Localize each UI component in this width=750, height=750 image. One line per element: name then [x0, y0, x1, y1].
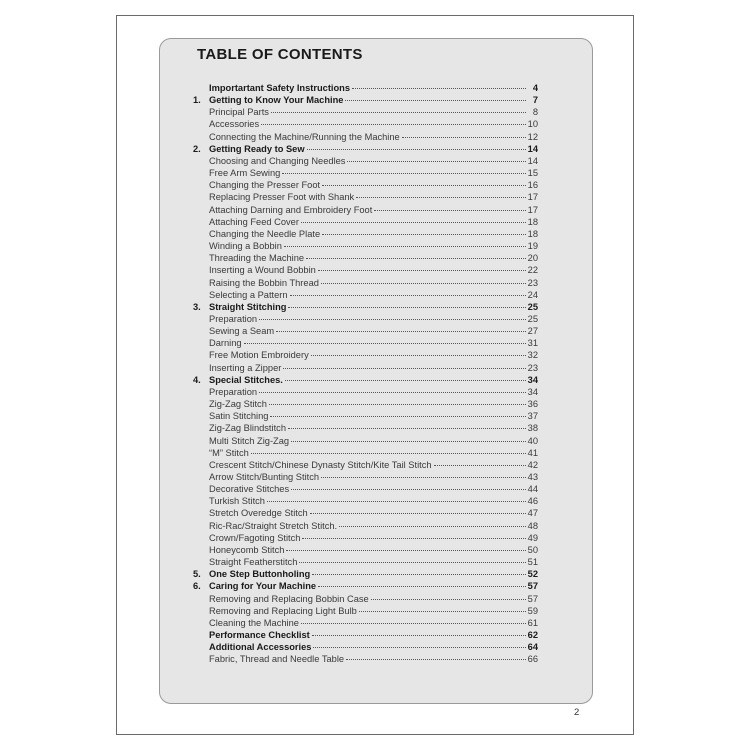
entry-title: Satin Stitching [209, 411, 269, 422]
dot-leader [434, 465, 526, 466]
dot-leader [276, 331, 526, 332]
entry-title: Connecting the Machine/Running the Machine [209, 131, 400, 142]
toc-subentry [193, 179, 538, 191]
toc-subentry [193, 167, 538, 179]
page-ref: 36 [527, 399, 538, 410]
entry-title: Raising the Bobbin Thread [209, 277, 319, 288]
page-ref: 57 [527, 581, 538, 592]
entry-title: Decorative Stitches [209, 484, 290, 495]
dot-leader [261, 124, 526, 125]
entry-title: Fabric, Thread and Needle Table [209, 654, 345, 665]
entry-title: “M” Stitch [209, 447, 249, 458]
entry-title: Replacing Presser Foot with Shank [209, 192, 355, 203]
page-ref: 40 [527, 435, 538, 446]
toc-subentry [193, 653, 538, 665]
toc-subentry [193, 556, 538, 568]
dot-leader [321, 477, 526, 478]
entry-title: Inserting a Zipper [209, 362, 282, 373]
dot-leader [310, 513, 526, 514]
page-ref: 34 [527, 386, 538, 397]
entry-title: Cleaning the Machine [209, 617, 299, 628]
dot-leader [269, 404, 526, 405]
dot-leader [313, 647, 525, 648]
page-ref: 32 [527, 350, 538, 361]
toc-subentry [193, 191, 538, 203]
dot-leader [244, 343, 526, 344]
page-ref: 19 [527, 241, 538, 252]
toc-subentry [193, 106, 538, 118]
page-ref: 66 [527, 654, 538, 665]
toc-subentry [193, 617, 538, 629]
section-number: 5. [193, 569, 201, 580]
toc-subentry [193, 422, 538, 434]
page-title: TABLE OF CONTENTS [197, 46, 363, 63]
page-ref: 15 [527, 168, 538, 179]
dot-leader [284, 246, 526, 247]
entry-title: Removing and Replacing Light Bulb [209, 605, 357, 616]
page-ref: 23 [527, 277, 538, 288]
toc-subentry [193, 204, 538, 216]
dot-leader [306, 258, 526, 259]
entry-title: Arrow Stitch/Bunting Stitch [209, 472, 320, 482]
toc-subentry [193, 349, 538, 361]
toc-subentry [193, 435, 538, 447]
page-ref: 7 [532, 95, 538, 106]
toc-subentry [193, 118, 538, 130]
page-ref: 27 [527, 326, 538, 337]
toc-list [193, 82, 538, 666]
toc-subentry [193, 264, 538, 276]
page-ref: 51 [527, 557, 538, 568]
entry-title: Choosing and Changing Needles [209, 155, 346, 166]
entry-title: Winding a Bobbin [209, 241, 282, 252]
dot-leader [311, 355, 526, 356]
dot-leader [347, 161, 525, 162]
entry-title: Straight Featherstitch [209, 557, 298, 568]
dot-leader [288, 428, 526, 429]
dot-leader [286, 550, 525, 551]
toc-subentry [193, 325, 538, 337]
dot-leader [291, 489, 526, 490]
section-number: 1. [193, 95, 201, 106]
page-ref: 25 [527, 313, 538, 324]
dot-leader [259, 392, 526, 393]
entry-title: Importartant Safety Instructions [209, 83, 351, 93]
toc-subentry [193, 507, 538, 519]
dot-leader [318, 586, 526, 587]
entry-title: Getting to Know Your Machine [209, 95, 344, 106]
page-ref: 16 [527, 180, 538, 191]
toc-subentry [193, 398, 538, 410]
page-ref: 59 [527, 605, 538, 616]
toc-section-entry [193, 580, 538, 592]
dot-leader [322, 234, 526, 235]
toc-section-entry [193, 301, 538, 313]
page-ref: 10 [527, 119, 538, 130]
dot-leader [259, 319, 526, 320]
entry-title: Stretch Overedge Stitch [209, 508, 308, 519]
entry-title: Darning [209, 338, 242, 349]
dot-leader [321, 283, 526, 284]
page-ref: 22 [527, 265, 538, 276]
entry-title: Getting Ready to Sew [209, 143, 305, 154]
toc-subentry [193, 459, 538, 471]
entry-title: Straight Stitching [209, 301, 287, 312]
toc-subentry [193, 495, 538, 507]
toc-subentry [193, 629, 538, 641]
toc-section-entry [193, 143, 538, 155]
toc-subentry [193, 593, 538, 605]
page-ref: 37 [527, 411, 538, 422]
toc-section-entry [193, 374, 538, 386]
entry-title: Preparation [209, 313, 258, 324]
toc-subentry [193, 131, 538, 143]
page-ref: 57 [527, 593, 538, 604]
entry-title: Zig-Zag Stitch [209, 399, 267, 410]
entry-title: Threading the Machine [209, 253, 305, 264]
page-ref: 46 [527, 496, 538, 507]
page-ref: 47 [527, 508, 538, 519]
toc-section-entry [193, 94, 538, 106]
dot-leader [285, 380, 526, 381]
entry-title: Selecting a Pattern [209, 289, 288, 300]
dot-leader [312, 574, 525, 575]
dot-leader [299, 562, 525, 563]
entry-title: Attaching Feed Cover [209, 216, 299, 227]
entry-title: Free Motion Embroidery [209, 350, 309, 361]
entry-title: Special Stitches. [209, 374, 283, 385]
entry-title: Crescent Stitch/Chinese Dynasty Stitch/Kite Tail Stitch [209, 459, 432, 470]
toc-subentry [193, 544, 538, 556]
page-ref: 49 [527, 532, 538, 543]
entry-title: Additional Accessories [209, 642, 312, 653]
entry-title: Ric-Rac/Straight Stretch Stitch. [209, 520, 338, 531]
page-ref: 38 [527, 423, 538, 434]
section-number: 4. [193, 374, 201, 385]
entry-title: Crown/Fagoting Stitch [209, 532, 301, 543]
page-ref: 4 [532, 83, 538, 93]
toc-subentry [193, 216, 538, 228]
page-ref: 41 [527, 447, 538, 458]
toc-subentry [193, 228, 538, 240]
entry-title: Accessories [209, 119, 260, 130]
page-ref: 48 [527, 520, 538, 531]
entry-title: Removing and Replacing Bobbin Case [209, 593, 369, 604]
section-number: 3. [193, 301, 201, 312]
entry-title: Zig-Zag Blindstitch [209, 423, 286, 434]
dot-leader [339, 526, 526, 527]
page-ref: 17 [527, 204, 538, 215]
page-ref: 31 [527, 338, 538, 349]
page-ref: 52 [527, 569, 538, 580]
entry-title: Turkish Stitch [209, 496, 265, 507]
dot-leader [283, 368, 525, 369]
page-ref: 62 [527, 630, 538, 641]
dot-leader [312, 635, 526, 636]
toc-subentry [193, 447, 538, 459]
page-ref: 18 [527, 228, 538, 239]
dot-leader [356, 197, 525, 198]
entry-title: Attaching Darning and Embroidery Foot [209, 204, 373, 215]
toc-subentry [193, 313, 538, 325]
dot-leader [374, 210, 525, 211]
toc-subentry [193, 471, 538, 483]
section-number: 2. [193, 143, 201, 154]
toc-subentry [193, 337, 538, 349]
toc-section-entry [193, 82, 538, 94]
toc-subentry [193, 362, 538, 374]
dot-leader [346, 659, 526, 660]
toc-subentry [193, 252, 538, 264]
page-ref: 18 [527, 216, 538, 227]
toc-subentry [193, 277, 538, 289]
page-ref: 25 [527, 301, 538, 312]
entry-title: Sewing a Seam [209, 326, 275, 337]
dot-leader [282, 173, 525, 174]
page-ref: 24 [527, 289, 538, 300]
page-ref: 42 [527, 459, 538, 470]
dot-leader [270, 416, 525, 417]
dot-leader [301, 623, 526, 624]
entry-title: Performance Checklist [209, 630, 310, 641]
page-ref: 34 [527, 374, 538, 385]
page-ref: 23 [527, 362, 538, 373]
dot-leader [302, 538, 525, 539]
dot-leader [322, 185, 526, 186]
page-ref: 20 [527, 253, 538, 264]
page-number: 2 [574, 707, 580, 718]
entry-title: Preparation [209, 386, 258, 397]
page-ref: 61 [527, 617, 538, 628]
page-ref: 43 [527, 472, 538, 482]
toc-subentry [193, 155, 538, 167]
toc-subentry [193, 605, 538, 617]
page-ref: 14 [527, 155, 538, 166]
toc-subentry [193, 483, 538, 495]
dot-leader [291, 441, 526, 442]
toc-subentry [193, 641, 538, 653]
toc-subentry [193, 240, 538, 252]
dot-leader [307, 149, 526, 150]
dot-leader [251, 453, 526, 454]
dot-leader [271, 112, 526, 113]
entry-title: Changing the Needle Plate [209, 228, 321, 239]
dot-leader [288, 307, 525, 308]
page-ref: 8 [532, 107, 538, 118]
entry-title: Caring for Your Machine [209, 581, 317, 592]
dot-leader [402, 137, 526, 138]
toc-subentry [193, 386, 538, 398]
toc-section-entry [193, 568, 538, 580]
section-number: 6. [193, 581, 201, 592]
dot-leader [290, 295, 526, 296]
entry-title: Honeycomb Stitch [209, 544, 285, 555]
page-ref: 12 [527, 131, 538, 142]
dot-leader [318, 270, 526, 271]
dot-leader [267, 501, 526, 502]
dot-leader [371, 599, 526, 600]
toc-subentry [193, 532, 538, 544]
entry-title: Inserting a Wound Bobbin [209, 265, 316, 276]
dot-leader [352, 88, 526, 89]
dot-leader [345, 100, 526, 101]
entry-title: Free Arm Sewing [209, 168, 281, 179]
entry-title: Multi Stitch Zig-Zag [209, 435, 290, 446]
entry-title: One Step Buttonholing [209, 569, 311, 580]
dot-leader [359, 611, 526, 612]
toc-subentry [193, 289, 538, 301]
page-ref: 14 [527, 143, 538, 154]
page-ref: 17 [527, 192, 538, 203]
entry-title: Changing the Presser Foot [209, 180, 321, 191]
page-ref: 50 [527, 544, 538, 555]
page-ref: 64 [527, 642, 538, 653]
entry-title: Principal Parts [209, 107, 269, 118]
toc-subentry [193, 410, 538, 422]
dot-leader [301, 222, 526, 223]
toc-subentry [193, 520, 538, 532]
page-ref: 44 [527, 484, 538, 495]
